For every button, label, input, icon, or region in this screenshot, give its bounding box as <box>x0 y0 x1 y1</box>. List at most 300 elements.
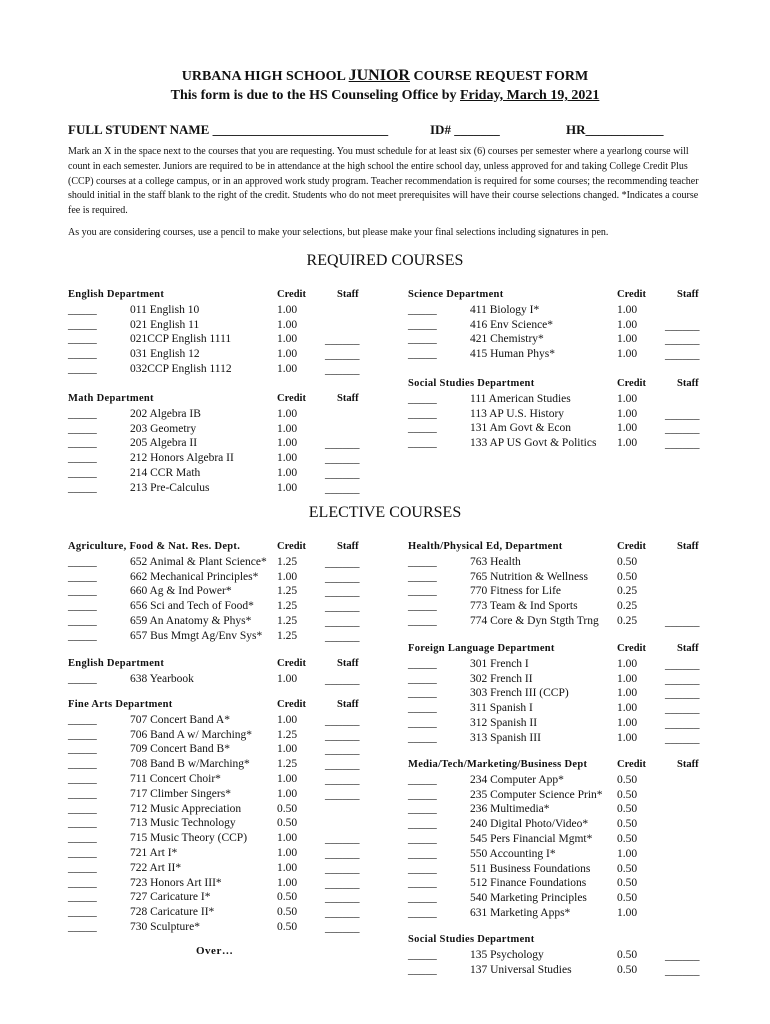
course-name <box>130 452 234 464</box>
course-code: 727 <box>130 891 148 904</box>
course-select-blank[interactable]: _____ <box>408 702 437 715</box>
course-select-blank[interactable]: _____ <box>408 907 437 919</box>
course-credit: 1.00 <box>277 773 298 785</box>
course-name <box>470 789 603 801</box>
course-code: 311 <box>470 702 487 715</box>
course-select-blank[interactable]: _____ <box>408 348 437 361</box>
course-select-blank[interactable]: _____ <box>68 437 97 450</box>
course-code: 032CCP <box>130 363 169 375</box>
course-credit: 1.25 <box>277 629 298 642</box>
course-name <box>130 862 181 874</box>
pencil-note: As you are considering courses, use a pencil to make your selections, but please make your final selections including signatures in pen. <box>68 227 609 238</box>
course-name <box>130 714 230 726</box>
course-select-blank[interactable]: _____ <box>408 392 437 405</box>
staff-initial-blank[interactable]: ______ <box>665 688 700 701</box>
course-name <box>130 630 262 642</box>
staff-initial-blank[interactable]: ______ <box>325 744 360 757</box>
staff-initial-blank[interactable]: ______ <box>325 877 360 890</box>
credit-column-header: Credit <box>617 378 646 389</box>
course-title: Caricature II* <box>150 906 215 919</box>
staff-column-header: Staff <box>337 658 359 669</box>
course-code: 302 <box>470 672 488 685</box>
staff-initial-blank[interactable]: ______ <box>325 759 360 772</box>
course-name <box>130 803 241 815</box>
course-select-blank[interactable]: _____ <box>408 422 437 435</box>
staff-initial-blank[interactable]: ______ <box>325 468 360 480</box>
course-code: 213 <box>130 481 148 494</box>
department-heading: Media/Tech/Marketing/Business Dept <box>408 759 588 770</box>
course-title: Sculpture* <box>150 921 200 933</box>
course-select-blank[interactable]: _____ <box>68 758 97 771</box>
course-credit: 0.50 <box>277 891 298 904</box>
course-code: 713 <box>130 817 148 830</box>
credit-column-header: Credit <box>277 541 306 552</box>
staff-column-header: Staff <box>677 759 699 770</box>
staff-initial-blank[interactable]: ______ <box>325 907 360 920</box>
course-select-blank[interactable]: _____ <box>408 862 437 875</box>
course-title: An Anatomy & Phys* <box>149 615 252 627</box>
course-select-blank[interactable]: _____ <box>68 363 97 375</box>
course-select-blank[interactable]: _____ <box>68 891 97 904</box>
credit-column-header: Credit <box>617 643 646 654</box>
course-credit: 1.00 <box>277 363 298 375</box>
course-title: Biology I* <box>489 303 540 316</box>
course-select-blank[interactable]: _____ <box>68 773 97 785</box>
course-title: Team & Ind Sports <box>489 600 578 613</box>
course-code: 202 <box>130 407 148 420</box>
staff-initial-blank[interactable]: ______ <box>665 319 700 332</box>
course-name <box>470 393 571 405</box>
course-code: 411 <box>470 303 487 316</box>
course-code: 657 <box>130 629 148 642</box>
course-select-blank[interactable]: _____ <box>408 803 437 816</box>
course-select-blank[interactable]: _____ <box>408 892 437 905</box>
course-select-blank[interactable]: _____ <box>68 318 97 331</box>
form-title <box>0 67 770 85</box>
course-select-blank[interactable]: _____ <box>68 713 97 726</box>
course-name <box>130 773 221 785</box>
course-select-blank[interactable]: _____ <box>408 570 437 583</box>
course-name <box>470 600 578 612</box>
staff-initial-blank[interactable]: ______ <box>325 673 360 686</box>
course-select-blank[interactable]: _____ <box>408 788 437 801</box>
staff-initial-blank[interactable]: ______ <box>665 438 700 451</box>
course-name <box>470 803 550 815</box>
course-credit: 0.50 <box>277 802 298 815</box>
course-code: 550 <box>470 847 488 860</box>
course-name <box>470 848 556 860</box>
staff-initial-blank[interactable]: ______ <box>325 922 360 934</box>
staff-initial-blank[interactable]: ______ <box>325 774 360 786</box>
department-heading: Science Department <box>408 289 504 300</box>
course-credit: 1.00 <box>617 672 638 685</box>
staff-initial-blank[interactable]: ______ <box>325 601 360 614</box>
course-code: 662 <box>130 570 148 583</box>
course-select-blank[interactable]: _____ <box>408 318 437 331</box>
course-title: Chemistry* <box>490 333 544 346</box>
course-credit: 0.50 <box>617 555 638 568</box>
course-credit: 0.50 <box>617 862 638 875</box>
course-code: 236 <box>470 803 488 816</box>
course-code: 205 <box>130 437 148 450</box>
course-title: English 10 <box>149 303 200 316</box>
course-title: Concert Choir* <box>149 773 221 785</box>
course-title: Art I* <box>149 847 178 859</box>
staff-initial-blank[interactable]: ______ <box>325 571 360 584</box>
course-code: 031 <box>130 348 148 361</box>
staff-initial-blank[interactable]: ______ <box>325 482 360 495</box>
course-select-blank[interactable]: _____ <box>408 303 437 316</box>
course-name <box>130 437 197 449</box>
course-select-blank[interactable]: _____ <box>408 833 437 845</box>
course-title: English 12 <box>150 348 200 361</box>
course-select-blank[interactable]: _____ <box>68 600 97 613</box>
credit-column-header: Credit <box>617 541 646 552</box>
staff-initial-blank[interactable]: ______ <box>325 438 360 451</box>
course-code: 301 <box>470 657 488 670</box>
course-title: Finance Foundations <box>490 877 587 890</box>
department-heading: Social Studies Department <box>408 934 535 945</box>
course-select-blank[interactable]: _____ <box>408 615 437 627</box>
title-text-left: URBANA HIGH SCHOOL <box>181 69 349 84</box>
course-credit: 1.00 <box>277 407 298 420</box>
course-title: Yearbook <box>149 672 194 685</box>
course-select-blank[interactable]: _____ <box>68 585 97 598</box>
course-select-blank[interactable]: _____ <box>68 847 97 859</box>
title-text-right: COURSE REQUEST FORM <box>409 69 589 84</box>
course-title: CCR Math <box>150 467 201 479</box>
due-date: Friday, March 19, 2021 <box>460 88 600 103</box>
staff-initial-blank[interactable]: ______ <box>325 788 360 801</box>
credit-column-header: Credit <box>277 658 306 669</box>
course-code: 715 <box>130 832 148 845</box>
course-title: Psychology <box>490 948 544 961</box>
course-code: 773 <box>470 600 488 613</box>
course-code: 312 <box>470 717 488 729</box>
course-title: AP U.S. History <box>489 407 565 420</box>
staff-initial-blank[interactable]: ______ <box>665 949 700 962</box>
staff-initial-blank[interactable]: ______ <box>325 586 360 599</box>
course-credit: 1.00 <box>617 437 638 450</box>
instructions-paragraph: Mark an X in the space next to the courses that you are requesting. You must schedule for at least six (6) courses per semester where a yearlong course will count in each semester. Juniors are required to be in attendance at the high school the entire school day, unless approved for and taking College Credit Plus (CCP) courses at a college campus, or in an approved work study program. Teacher recommendation is required for some courses; the recommending teacher should initial in the staff blank to the right of the credit. Students who do not meet prerequisites will have their course selections changed. *Indicates a course fee is required. <box>68 146 699 217</box>
staff-column-header: Staff <box>337 289 359 300</box>
course-code: 631 <box>470 907 488 919</box>
department-heading: Agriculture, Food & Nat. Res. Dept. <box>68 541 241 552</box>
staff-column-header: Staff <box>337 699 359 710</box>
staff-initial-blank[interactable]: ______ <box>325 630 360 643</box>
course-credit: 1.00 <box>617 907 638 919</box>
course-title: Sci and Tech of Food* <box>150 600 254 613</box>
course-title: Digital Photo/Video* <box>490 818 589 831</box>
due-prefix: This form is due to the HS Counseling Office by <box>170 88 460 103</box>
title-grade-word: JUNIOR <box>348 67 410 84</box>
course-select-blank[interactable]: _____ <box>408 963 437 976</box>
course-title: Health <box>490 555 521 568</box>
staff-initial-blank[interactable]: ______ <box>665 703 700 716</box>
staff-initial-blank[interactable]: ______ <box>325 714 360 727</box>
course-select-blank[interactable]: _____ <box>408 717 437 729</box>
course-title: Computer Science Prin* <box>490 788 603 801</box>
course-select-blank[interactable]: _____ <box>68 303 97 316</box>
course-name <box>470 333 544 345</box>
course-select-blank[interactable]: _____ <box>68 817 97 830</box>
course-name <box>470 585 561 597</box>
course-credit: 1.00 <box>617 687 638 700</box>
course-code: 765 <box>470 570 488 583</box>
course-title: Algebra II <box>149 437 198 450</box>
course-name <box>130 571 258 583</box>
course-credit: 0.50 <box>277 906 298 919</box>
course-title: Marketing Principles <box>490 892 587 905</box>
course-select-blank[interactable]: _____ <box>68 787 97 800</box>
course-credit: 0.25 <box>617 615 638 627</box>
course-title: Honors Art III* <box>150 876 222 889</box>
course-credit: 1.00 <box>277 303 298 316</box>
course-select-blank[interactable]: _____ <box>68 333 97 346</box>
course-code: 511 <box>470 862 487 875</box>
course-select-blank[interactable]: _____ <box>408 731 437 744</box>
staff-initial-blank[interactable]: ______ <box>325 892 360 905</box>
course-code: 709 <box>130 743 148 756</box>
course-select-blank[interactable]: _____ <box>68 743 97 756</box>
course-credit: 0.50 <box>617 963 638 976</box>
course-credit: 0.50 <box>617 788 638 801</box>
course-select-blank[interactable]: _____ <box>408 818 437 831</box>
course-select-blank[interactable]: _____ <box>408 333 437 346</box>
staff-initial-blank[interactable]: ______ <box>665 964 700 977</box>
staff-initial-blank[interactable]: ______ <box>665 658 700 671</box>
staff-column-header: Staff <box>677 643 699 654</box>
department-heading: Health/Physical Ed, Department <box>408 541 563 552</box>
course-select-blank[interactable]: _____ <box>408 847 437 860</box>
course-title: Concert Band A* <box>150 713 230 726</box>
course-code: 113 <box>470 407 487 420</box>
course-credit: 0.25 <box>617 600 638 613</box>
course-code: 235 <box>470 788 488 801</box>
course-code: 133 <box>470 437 488 450</box>
staff-initial-blank[interactable]: ______ <box>665 732 700 745</box>
staff-initial-blank[interactable]: ______ <box>325 833 360 846</box>
course-code: 415 <box>470 348 488 361</box>
course-select-blank[interactable]: _____ <box>408 877 437 890</box>
course-title: Env Science* <box>490 318 554 331</box>
course-name <box>470 818 588 830</box>
staff-initial-blank[interactable]: ______ <box>325 862 360 875</box>
course-select-blank[interactable]: _____ <box>68 555 97 568</box>
staff-column-header: Staff <box>677 378 699 389</box>
course-code: 652 <box>130 555 148 568</box>
course-code: 712 <box>130 802 148 815</box>
course-select-blank[interactable]: _____ <box>68 467 97 479</box>
course-credit: 1.00 <box>277 847 298 859</box>
course-credit: 1.25 <box>277 615 298 627</box>
course-code: 234 <box>470 773 488 786</box>
course-credit: 1.00 <box>617 717 638 729</box>
course-code: 638 <box>130 672 148 685</box>
course-select-blank[interactable]: _____ <box>408 555 437 568</box>
staff-initial-blank[interactable]: ______ <box>325 729 360 742</box>
course-credit: 0.50 <box>617 833 638 845</box>
course-credit: 1.25 <box>277 728 298 741</box>
course-select-blank[interactable]: _____ <box>408 600 437 613</box>
course-name <box>130 482 210 494</box>
course-code: 512 <box>470 877 488 890</box>
course-select-blank[interactable]: _____ <box>408 687 437 700</box>
course-title: Computer App* <box>490 773 564 786</box>
course-select-blank[interactable]: _____ <box>68 629 97 642</box>
course-title: French III (CCP) <box>490 687 569 700</box>
course-credit: 1.00 <box>277 481 298 494</box>
course-code: 711 <box>130 773 147 785</box>
course-name <box>470 732 541 744</box>
course-select-blank[interactable]: _____ <box>68 921 97 933</box>
credit-column-header: Credit <box>277 393 306 404</box>
course-select-blank[interactable]: _____ <box>68 570 97 583</box>
course-credit: 0.25 <box>617 585 638 598</box>
course-code: 313 <box>470 731 488 744</box>
course-select-blank[interactable]: _____ <box>68 672 97 685</box>
course-name <box>130 758 250 770</box>
course-select-blank[interactable]: _____ <box>408 437 437 450</box>
course-title: Business Foundations <box>489 862 591 875</box>
course-name <box>470 408 564 420</box>
course-code: 203 <box>130 422 148 435</box>
course-code: 214 <box>130 467 148 479</box>
course-name <box>470 949 544 961</box>
course-name <box>130 333 231 345</box>
course-select-blank[interactable]: _____ <box>68 728 97 741</box>
course-code: 763 <box>470 555 488 568</box>
course-name <box>130 788 231 800</box>
course-select-blank[interactable]: _____ <box>408 773 437 786</box>
course-credit: 1.00 <box>277 787 298 800</box>
course-select-blank[interactable]: _____ <box>68 348 97 361</box>
course-code: 131 <box>470 422 488 435</box>
course-select-blank[interactable]: _____ <box>68 481 97 494</box>
course-code: 212 <box>130 452 148 465</box>
staff-initial-blank[interactable]: ______ <box>665 616 700 628</box>
staff-initial-blank[interactable]: ______ <box>665 334 700 347</box>
course-credit: 1.00 <box>277 713 298 726</box>
course-credit: 1.00 <box>617 303 638 316</box>
staff-initial-blank[interactable]: ______ <box>325 349 360 362</box>
course-code: 303 <box>470 687 488 700</box>
course-select-blank[interactable]: _____ <box>68 407 97 420</box>
course-select-blank[interactable]: _____ <box>68 422 97 435</box>
course-select-blank[interactable]: _____ <box>68 802 97 815</box>
course-name <box>470 863 590 875</box>
course-credit: 0.50 <box>617 818 638 831</box>
course-title: Concert Band B* <box>150 743 230 756</box>
student-id-field[interactable]: ID# _______ <box>430 122 500 137</box>
staff-initial-blank[interactable]: ______ <box>325 556 360 569</box>
course-title: Animal & Plant Science* <box>149 555 267 568</box>
course-select-blank[interactable]: _____ <box>68 906 97 919</box>
credit-column-header: Credit <box>617 289 646 300</box>
course-select-blank[interactable]: _____ <box>68 861 97 874</box>
course-select-blank[interactable]: _____ <box>408 672 437 685</box>
course-name <box>470 304 539 316</box>
course-title: Spanish II <box>490 717 538 729</box>
staff-initial-blank[interactable]: ______ <box>325 616 360 628</box>
course-name <box>130 585 232 597</box>
course-select-blank[interactable]: _____ <box>68 876 97 889</box>
course-credit: 1.25 <box>277 758 298 771</box>
course-code: 137 <box>470 963 488 976</box>
staff-initial-blank[interactable]: ______ <box>325 453 360 466</box>
staff-initial-blank[interactable]: ______ <box>665 423 700 436</box>
department-heading: English Department <box>68 658 165 669</box>
course-credit: 1.00 <box>277 318 298 331</box>
course-code: 770 <box>470 585 488 598</box>
course-credit: 1.00 <box>277 348 298 361</box>
credit-column-header: Credit <box>277 699 306 710</box>
course-title: Core & Dyn Stgth Trng <box>490 615 599 627</box>
course-code: 730 <box>130 921 148 933</box>
course-title: Geometry <box>150 422 197 435</box>
course-title: Band A w/ Marching* <box>150 728 253 741</box>
course-title: Pers Financial Mgmt* <box>490 833 593 845</box>
course-code: 421 <box>470 333 488 346</box>
course-title: Art II* <box>149 861 182 874</box>
course-select-blank[interactable]: _____ <box>68 615 97 627</box>
course-name <box>130 363 232 375</box>
course-select-blank[interactable]: _____ <box>68 832 97 845</box>
course-title: Algebra IB <box>149 407 201 420</box>
course-name <box>470 437 596 449</box>
course-name <box>130 600 254 612</box>
course-credit: 1.00 <box>277 876 298 889</box>
course-title: Am Govt & Econ <box>489 422 571 435</box>
staff-initial-blank[interactable]: ______ <box>665 349 700 362</box>
course-credit: 1.00 <box>617 318 638 331</box>
staff-initial-blank[interactable]: ______ <box>325 364 360 376</box>
course-title: French I <box>490 657 529 670</box>
course-title: English 11 <box>150 318 200 331</box>
course-credit: 0.50 <box>617 877 638 890</box>
course-title: Band B w/Marching* <box>150 758 250 771</box>
due-line <box>0 88 770 104</box>
course-select-blank[interactable]: _____ <box>408 657 437 670</box>
course-name <box>130 467 200 479</box>
course-name <box>130 743 230 755</box>
course-select-blank[interactable]: _____ <box>408 948 437 961</box>
course-code: 722 <box>130 861 148 874</box>
course-select-blank[interactable]: _____ <box>408 407 437 420</box>
course-title: Music Appreciation <box>150 802 242 815</box>
staff-initial-blank[interactable]: ______ <box>325 334 360 347</box>
course-select-blank[interactable]: _____ <box>68 452 97 465</box>
course-name <box>130 817 236 829</box>
staff-initial-blank[interactable]: ______ <box>665 718 700 730</box>
course-credit: 1.00 <box>617 657 638 670</box>
course-name <box>470 615 599 627</box>
course-credit: 1.00 <box>277 861 298 874</box>
course-credit: 1.00 <box>277 570 298 583</box>
staff-initial-blank[interactable]: ______ <box>665 673 700 686</box>
homeroom-field[interactable]: HR____________ <box>566 122 664 137</box>
staff-initial-blank[interactable]: ______ <box>665 408 700 421</box>
student-name-field[interactable]: FULL STUDENT NAME ___________________________ <box>68 122 389 137</box>
staff-initial-blank[interactable]: ______ <box>325 848 360 860</box>
course-name <box>130 729 252 741</box>
course-credit: 1.00 <box>617 422 638 435</box>
course-select-blank[interactable]: _____ <box>408 585 437 598</box>
course-code: 240 <box>470 818 488 831</box>
course-title: French II <box>490 672 533 685</box>
credit-column-header: Credit <box>617 759 646 770</box>
course-code: 545 <box>470 833 488 845</box>
